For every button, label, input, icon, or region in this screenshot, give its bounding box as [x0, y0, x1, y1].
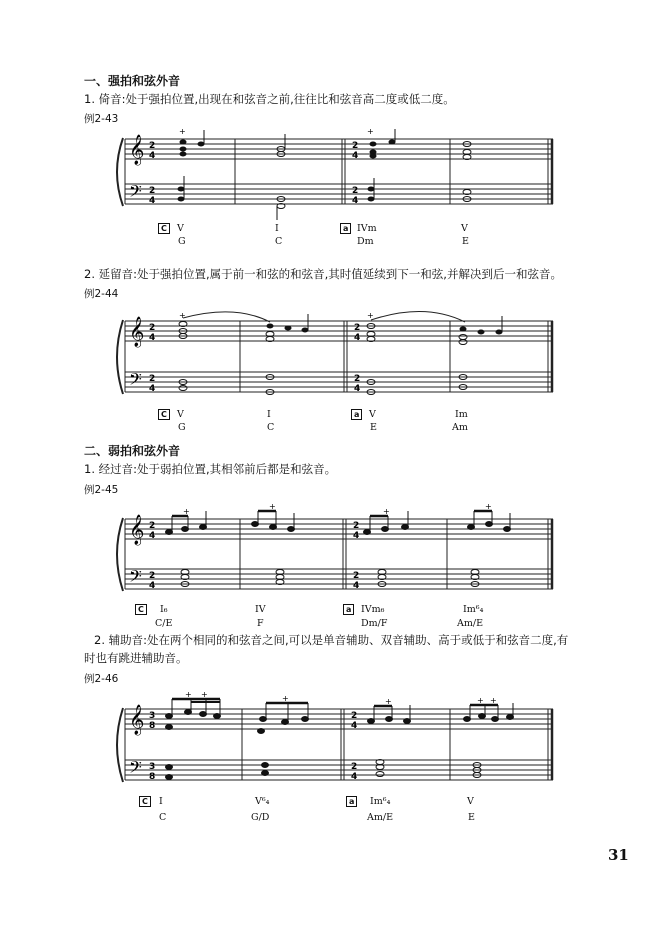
- svg-text:𝄢: 𝄢: [129, 566, 142, 590]
- svg-text:2: 2: [149, 323, 156, 333]
- chord-name-4: E: [462, 236, 469, 247]
- example-2-44-label: 例2-44: [84, 288, 119, 300]
- chord-roman-2: V⁶₄: [255, 796, 270, 807]
- neighbor-tone-text: 2. 辅助音:处在两个相同的和弦音之间,可以是单音辅助、双音辅助、高于或低于和弦音二度,有: [94, 633, 569, 647]
- neighbor-tone-text-cont: 时也有跳进辅助音。: [84, 651, 188, 665]
- svg-text:4: 4: [353, 581, 360, 591]
- svg-text:2: 2: [351, 762, 358, 772]
- svg-text:+: +: [201, 690, 208, 699]
- svg-text:2: 2: [354, 374, 361, 384]
- key-label-c: C: [158, 223, 170, 234]
- chord-roman-1: I: [159, 796, 163, 807]
- svg-text:+: +: [490, 696, 497, 705]
- chord-name-1: G: [178, 422, 186, 433]
- chord-name-4: Am: [452, 422, 468, 433]
- chord-roman-1: I₆: [160, 604, 168, 615]
- svg-text:4: 4: [149, 196, 156, 206]
- svg-text:+: +: [383, 507, 390, 516]
- chord-name-2: C: [275, 236, 283, 247]
- svg-text:+: +: [282, 694, 289, 703]
- example-2-43: [105, 128, 565, 248]
- chord-roman-2: I: [275, 223, 279, 234]
- example-2-45-label: 例2-45: [84, 484, 119, 496]
- svg-text:8: 8: [149, 772, 156, 782]
- svg-text:+: +: [385, 697, 392, 706]
- chord-name-4: Am/E: [457, 618, 484, 629]
- svg-text:4: 4: [354, 333, 361, 343]
- chord-roman-4: Im⁶₄: [463, 604, 484, 615]
- chord-roman-1: V: [177, 409, 184, 420]
- chord-roman-3: IVm₆: [361, 604, 385, 615]
- svg-text:4: 4: [353, 531, 360, 541]
- svg-text:4: 4: [351, 772, 358, 782]
- svg-text:4: 4: [149, 531, 156, 541]
- svg-text:3: 3: [149, 762, 156, 772]
- chord-name-1: G: [178, 236, 186, 247]
- svg-text:+: +: [269, 502, 276, 511]
- svg-text:𝄢: 𝄢: [129, 181, 142, 205]
- chord-name-3: E: [370, 422, 377, 433]
- svg-text:2: 2: [354, 323, 361, 333]
- example-2-46-label: 例2-46: [84, 673, 119, 685]
- chord-roman-3: IVm: [357, 223, 377, 234]
- svg-text:2: 2: [149, 141, 156, 151]
- chord-name-3: Dm: [357, 236, 374, 247]
- key-label-c: C: [158, 409, 170, 420]
- svg-text:2: 2: [351, 711, 358, 721]
- chord-name-4: E: [468, 812, 475, 823]
- page-number: 31: [608, 846, 629, 864]
- chord-roman-4: V: [461, 223, 468, 234]
- svg-text:4: 4: [149, 581, 156, 591]
- chord-roman-2: I: [267, 409, 271, 420]
- chord-name-2: G/D: [251, 812, 270, 823]
- svg-text:2: 2: [149, 571, 156, 581]
- key-label-c: C: [139, 796, 151, 807]
- chord-name-3: Dm/F: [361, 618, 388, 629]
- chord-roman-1: V: [177, 223, 184, 234]
- chord-name-2: F: [257, 618, 264, 629]
- svg-text:4: 4: [352, 196, 359, 206]
- chord-name-3: Am/E: [367, 812, 394, 823]
- chord-roman-3: Im⁶₄: [370, 796, 391, 807]
- svg-text:2: 2: [353, 521, 360, 531]
- svg-text:+: +: [179, 311, 186, 320]
- svg-text:+: +: [477, 696, 484, 705]
- svg-text:𝄞: 𝄞: [129, 135, 145, 165]
- svg-text:2: 2: [149, 521, 156, 531]
- svg-text:8: 8: [149, 721, 156, 731]
- chord-roman-2: IV: [255, 604, 266, 615]
- chord-name-1: C: [159, 812, 167, 823]
- svg-text:𝄞: 𝄞: [129, 705, 145, 735]
- section1-title: 一、强拍和弦外音: [84, 74, 181, 88]
- chord-roman-4: V: [467, 796, 474, 807]
- svg-text:4: 4: [352, 151, 359, 161]
- svg-text:𝄞: 𝄞: [129, 317, 145, 347]
- svg-text:+: +: [367, 311, 374, 320]
- svg-text:𝄢: 𝄢: [129, 369, 142, 393]
- svg-text:𝄞: 𝄞: [129, 515, 145, 545]
- example-2-46: [105, 690, 565, 828]
- svg-text:4: 4: [149, 384, 156, 394]
- svg-text:+: +: [485, 502, 492, 511]
- svg-text:3: 3: [149, 711, 156, 721]
- passing-tone-text: 1. 经过音:处于弱拍位置,其相邻前后都是和弦音。: [84, 462, 337, 476]
- key-label-a: a: [346, 796, 357, 807]
- svg-text:2: 2: [149, 374, 156, 384]
- svg-text:4: 4: [354, 384, 361, 394]
- svg-text:2: 2: [352, 186, 359, 196]
- key-label-a: a: [351, 409, 362, 420]
- key-label-a: a: [340, 223, 351, 234]
- svg-text:2: 2: [352, 141, 359, 151]
- section2-title: 二、弱拍和弦外音: [84, 444, 181, 458]
- chord-name-1: C/E: [155, 618, 173, 629]
- svg-text:+: +: [185, 690, 192, 699]
- svg-text:+: +: [183, 507, 190, 516]
- svg-text:2: 2: [353, 571, 360, 581]
- svg-text:+: +: [367, 127, 374, 136]
- chord-name-2: C: [267, 422, 275, 433]
- suspension-text: 2. 延留音:处于强拍位置,属于前一和弦的和弦音,其时值延续到下一和弦,并解决到后一和弦音。: [84, 267, 562, 281]
- svg-text:4: 4: [351, 721, 358, 731]
- example-2-43-label: 例2-43: [84, 113, 119, 125]
- svg-text:4: 4: [149, 333, 156, 343]
- svg-text:+: +: [179, 127, 186, 136]
- key-label-a: a: [343, 604, 354, 615]
- appoggiatura-text: 1. 倚音:处于强拍位置,出现在和弦音之前,往往比和弦音高二度或低二度。: [84, 92, 455, 106]
- svg-text:𝄢: 𝄢: [129, 757, 142, 781]
- svg-text:4: 4: [149, 151, 156, 161]
- svg-text:2: 2: [149, 186, 156, 196]
- example-2-45: [105, 502, 565, 633]
- chord-roman-4: Im: [455, 409, 468, 420]
- chord-roman-3: V: [369, 409, 376, 420]
- key-label-c: C: [135, 604, 147, 615]
- example-2-44: [105, 310, 565, 435]
